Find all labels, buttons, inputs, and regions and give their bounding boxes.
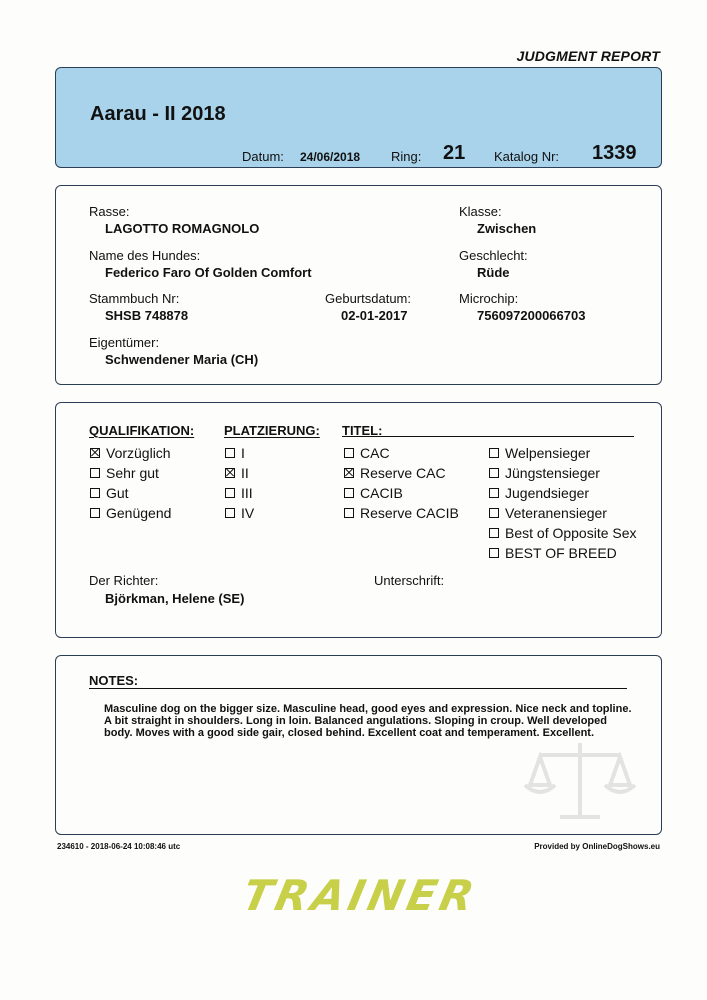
checkbox-icon	[489, 468, 499, 478]
katalog-value: 1339	[592, 142, 637, 164]
richter-value: Björkman, Helene (SE)	[105, 591, 245, 606]
klasse-value: Zwischen	[477, 221, 537, 236]
qual-option-sehr-gut[interactable]: Sehr gut	[90, 465, 159, 481]
ring-label: Ring:	[391, 149, 422, 164]
eigentuemer-value: Schwendener Maria (CH)	[105, 352, 259, 367]
richter-label: Der Richter:	[89, 573, 159, 588]
notes-text: Masculine dog on the bigger size. Masculine head, good eyes and expression. Nice neck and topline. A bit straight in shoulders. Long in loin. Balanced angulations. Sloping in croup. Well developed body. Moves with a good side gair, closed behind. Excellent coat and temperament. Excellent.	[104, 703, 632, 739]
checkbox-icon	[225, 468, 235, 478]
platzierung-heading: PLATZIERUNG:	[224, 423, 320, 438]
stammbuch-value: SHSB 748878	[105, 308, 189, 323]
checkbox-icon	[344, 468, 354, 478]
scales-watermark-icon	[520, 735, 640, 825]
platz-option-3[interactable]: III	[225, 485, 253, 501]
notes-underline	[89, 688, 627, 689]
checkbox-icon	[489, 488, 499, 498]
checkbox-icon	[489, 508, 499, 518]
report-title: JUDGMENT REPORT	[516, 48, 660, 64]
footer-provider: Provided by OnlineDogShows.eu	[534, 842, 660, 851]
checkbox-icon	[90, 468, 100, 478]
titel-underline	[342, 436, 634, 437]
qual-option-gut[interactable]: Gut	[90, 485, 129, 501]
titel-option-jugendsieger[interactable]: Jugendsieger	[489, 485, 589, 501]
checkbox-icon	[90, 508, 100, 518]
qual-option-vorzueglich[interactable]: Vorzüglich	[90, 445, 171, 461]
trainer-logo: TRAINER	[238, 871, 482, 920]
name-label: Name des Hundes:	[89, 248, 201, 263]
show-name: Aarau - II 2018	[90, 103, 226, 125]
datum-value: 24/06/2018	[300, 150, 361, 164]
stammbuch-label: Stammbuch Nr:	[89, 291, 180, 306]
name-value: Federico Faro Of Golden Comfort	[105, 265, 312, 280]
notes-heading: NOTES:	[89, 673, 139, 688]
geburtsdatum-value: 02-01-2017	[341, 308, 408, 323]
platz-option-2[interactable]: II	[225, 465, 249, 481]
checkbox-icon	[90, 488, 100, 498]
titel-option-best-of-opposite-sex[interactable]: Best of Opposite Sex	[489, 525, 637, 541]
rasse-value: LAGOTTO ROMAGNOLO	[105, 221, 260, 236]
checkbox-icon	[489, 448, 499, 458]
checkbox-icon	[344, 508, 354, 518]
geschlecht-label: Geschlecht:	[459, 248, 528, 263]
titel-option-veteranensieger[interactable]: Veteranensieger	[489, 505, 607, 521]
checkbox-icon	[225, 508, 235, 518]
titel-option-best-of-breed[interactable]: BEST OF BREED	[489, 545, 617, 561]
geburtsdatum-label: Geburtsdatum:	[325, 291, 411, 306]
rasse-label: Rasse:	[89, 204, 130, 219]
microchip-label: Microchip:	[459, 291, 519, 306]
datum-label: Datum:	[242, 149, 284, 164]
checkbox-icon	[225, 448, 235, 458]
microchip-value: 756097200066703	[477, 308, 586, 323]
titel-option-cacib[interactable]: CACIB	[344, 485, 403, 501]
checkbox-icon	[90, 448, 100, 458]
checkbox-icon	[489, 528, 499, 538]
titel-option-reserve-cac[interactable]: Reserve CAC	[344, 465, 446, 481]
footer-id-timestamp: 234610 - 2018-06-24 10:08:46 utc	[57, 842, 181, 851]
qualifikation-heading: QUALIFIKATION:	[89, 423, 195, 438]
titel-heading: TITEL:	[342, 423, 383, 438]
eigentuemer-label: Eigentümer:	[89, 335, 160, 350]
unterschrift-label: Unterschrift:	[374, 573, 445, 588]
katalog-label: Katalog Nr:	[494, 149, 560, 164]
platz-option-4[interactable]: IV	[225, 505, 254, 521]
qual-option-genuegend[interactable]: Genügend	[90, 505, 171, 521]
titel-option-reserve-cacib[interactable]: Reserve CACIB	[344, 505, 459, 521]
titel-option-cac[interactable]: CAC	[344, 445, 390, 461]
checkbox-icon	[225, 488, 235, 498]
checkbox-icon	[344, 448, 354, 458]
ring-value: 21	[443, 142, 466, 164]
checkbox-icon	[344, 488, 354, 498]
titel-option-welpensieger[interactable]: Welpensieger	[489, 445, 590, 461]
platz-option-1[interactable]: I	[225, 445, 245, 461]
checkbox-icon	[489, 548, 499, 558]
titel-option-juengstensieger[interactable]: Jüngstensieger	[489, 465, 600, 481]
klasse-label: Klasse:	[459, 204, 502, 219]
geschlecht-value: Rüde	[477, 265, 510, 280]
